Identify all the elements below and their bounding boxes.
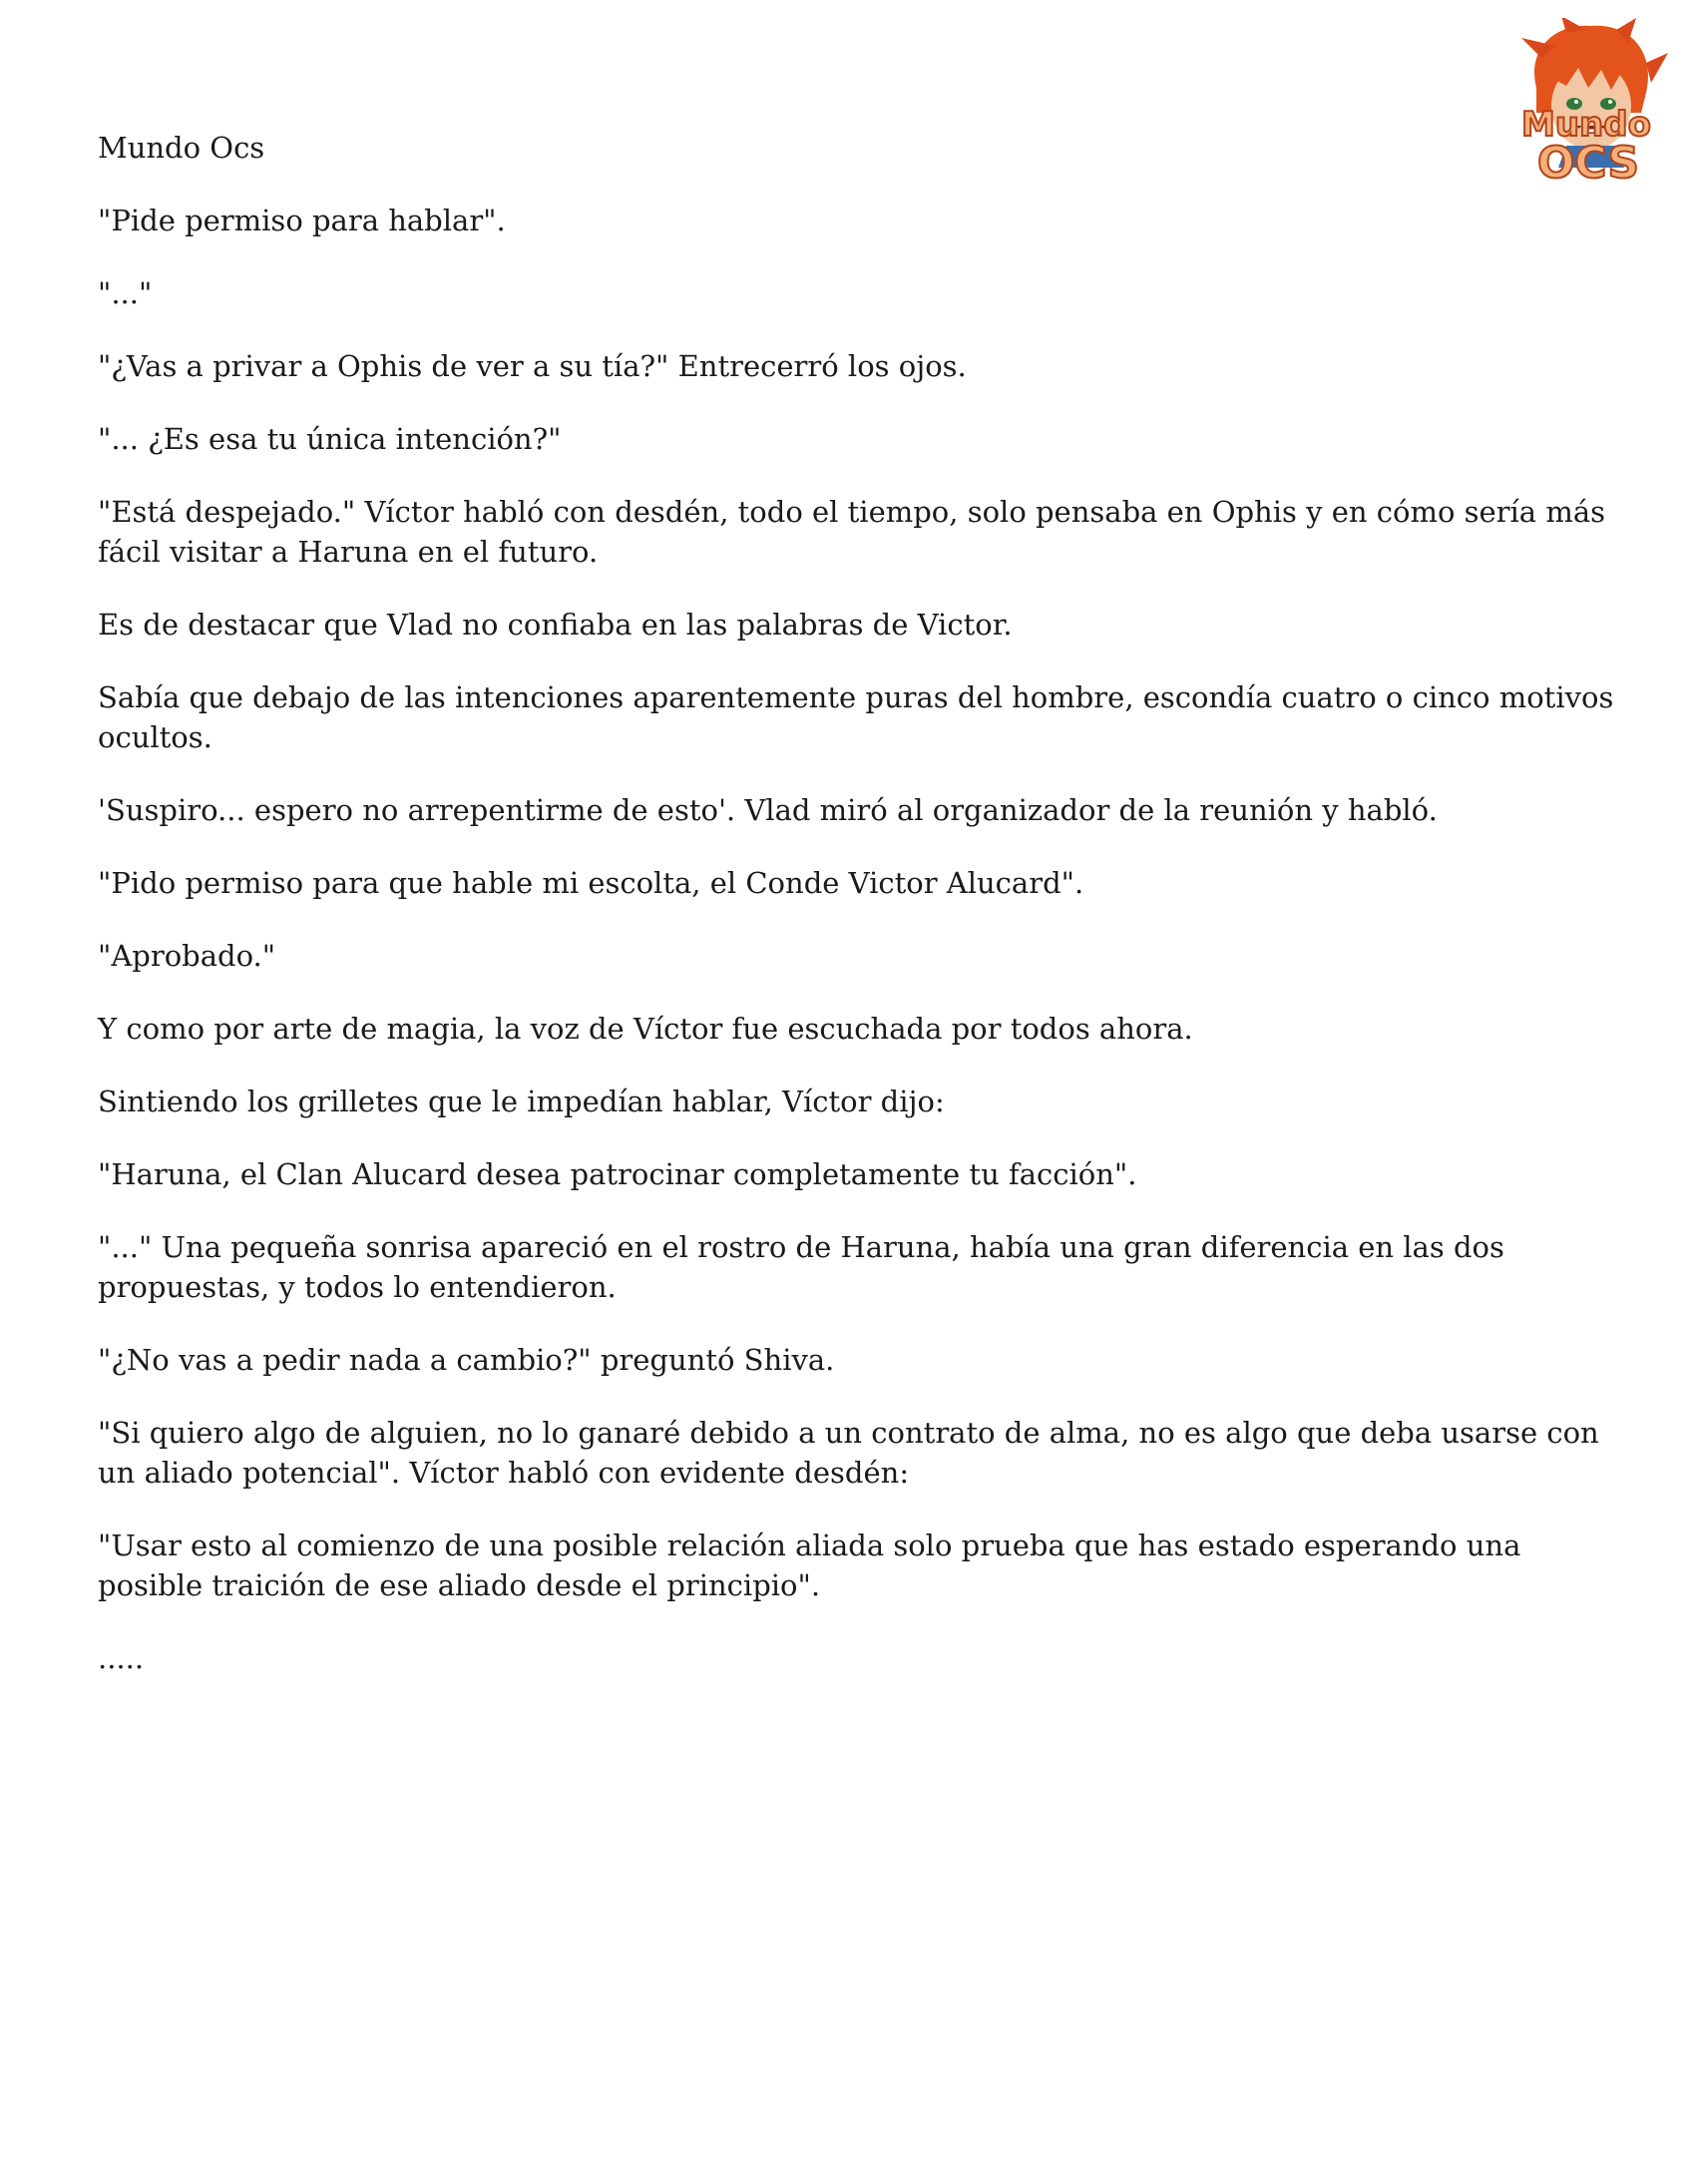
- logo-lettering-line2: OCS: [1536, 138, 1640, 189]
- logo-lettering-line1: Mundo: [1521, 105, 1651, 145]
- paragraph: "Pide permiso para hablar".: [98, 204, 506, 237]
- paragraph: Y como por arte de magia, la voz de Víctor fue escuchada por todos ahora.: [98, 1012, 1193, 1046]
- paragraph: "Está despejado." Víctor habló con desdén, todo el tiempo, solo pensaba en Ophis y en cómo sería más fácil visitar a Haruna en el futuro.: [98, 495, 1615, 569]
- paragraph: "Haruna, el Clan Alucard desea patrocinar completamente tu facción".: [98, 1157, 1137, 1191]
- paragraph: Sintiendo los grilletes que le impedían hablar, Víctor dijo:: [98, 1085, 945, 1118]
- paragraph: "Pido permiso para que hable mi escolta, el Conde Victor Alucard".: [98, 866, 1084, 900]
- paragraph: Es de destacar que Vlad no confiaba en las palabras de Victor.: [98, 608, 1013, 642]
- paragraph: Sabía que debajo de las intenciones aparentemente puras del hombre, escondía cuatro o cinco motivos ocultos.: [98, 680, 1623, 754]
- paragraph: "... ¿Es esa tu única intención?": [98, 422, 562, 456]
- paragraph: "Usar esto al comienzo de una posible relación aliada solo prueba que has estado esperando una posible traición de ese aliado desde el principio".: [98, 1529, 1530, 1602]
- paragraph: "...": [98, 276, 153, 310]
- paragraph: "Si quiero algo de alguien, no lo ganaré debido a un contrato de alma, no es algo que deba usarse con un aliado potencial". Víctor habló con evidente desdén:: [98, 1416, 1608, 1490]
- paragraph: "Aprobado.": [98, 939, 276, 973]
- paragraph: "..." Una pequeña sonrisa apareció en el rostro de Haruna, había una gran diferencia en las dos propuestas, y todos lo entendieron.: [98, 1230, 1514, 1304]
- paragraph: "¿Vas a privar a Ophis de ver a su tía?" Entrecerró los ojos.: [98, 349, 967, 383]
- document-body: [98, 128, 1634, 1711]
- paragraph: "¿No vas a pedir nada a cambio?" preguntó Shiva.: [98, 1343, 835, 1377]
- paragraph: 'Suspiro... espero no arrepentirme de esto'. Vlad miró al organizador de la reunión y habló.: [98, 793, 1438, 827]
- page-title: Mundo Ocs: [98, 131, 265, 165]
- paragraph: .....: [98, 1641, 145, 1675]
